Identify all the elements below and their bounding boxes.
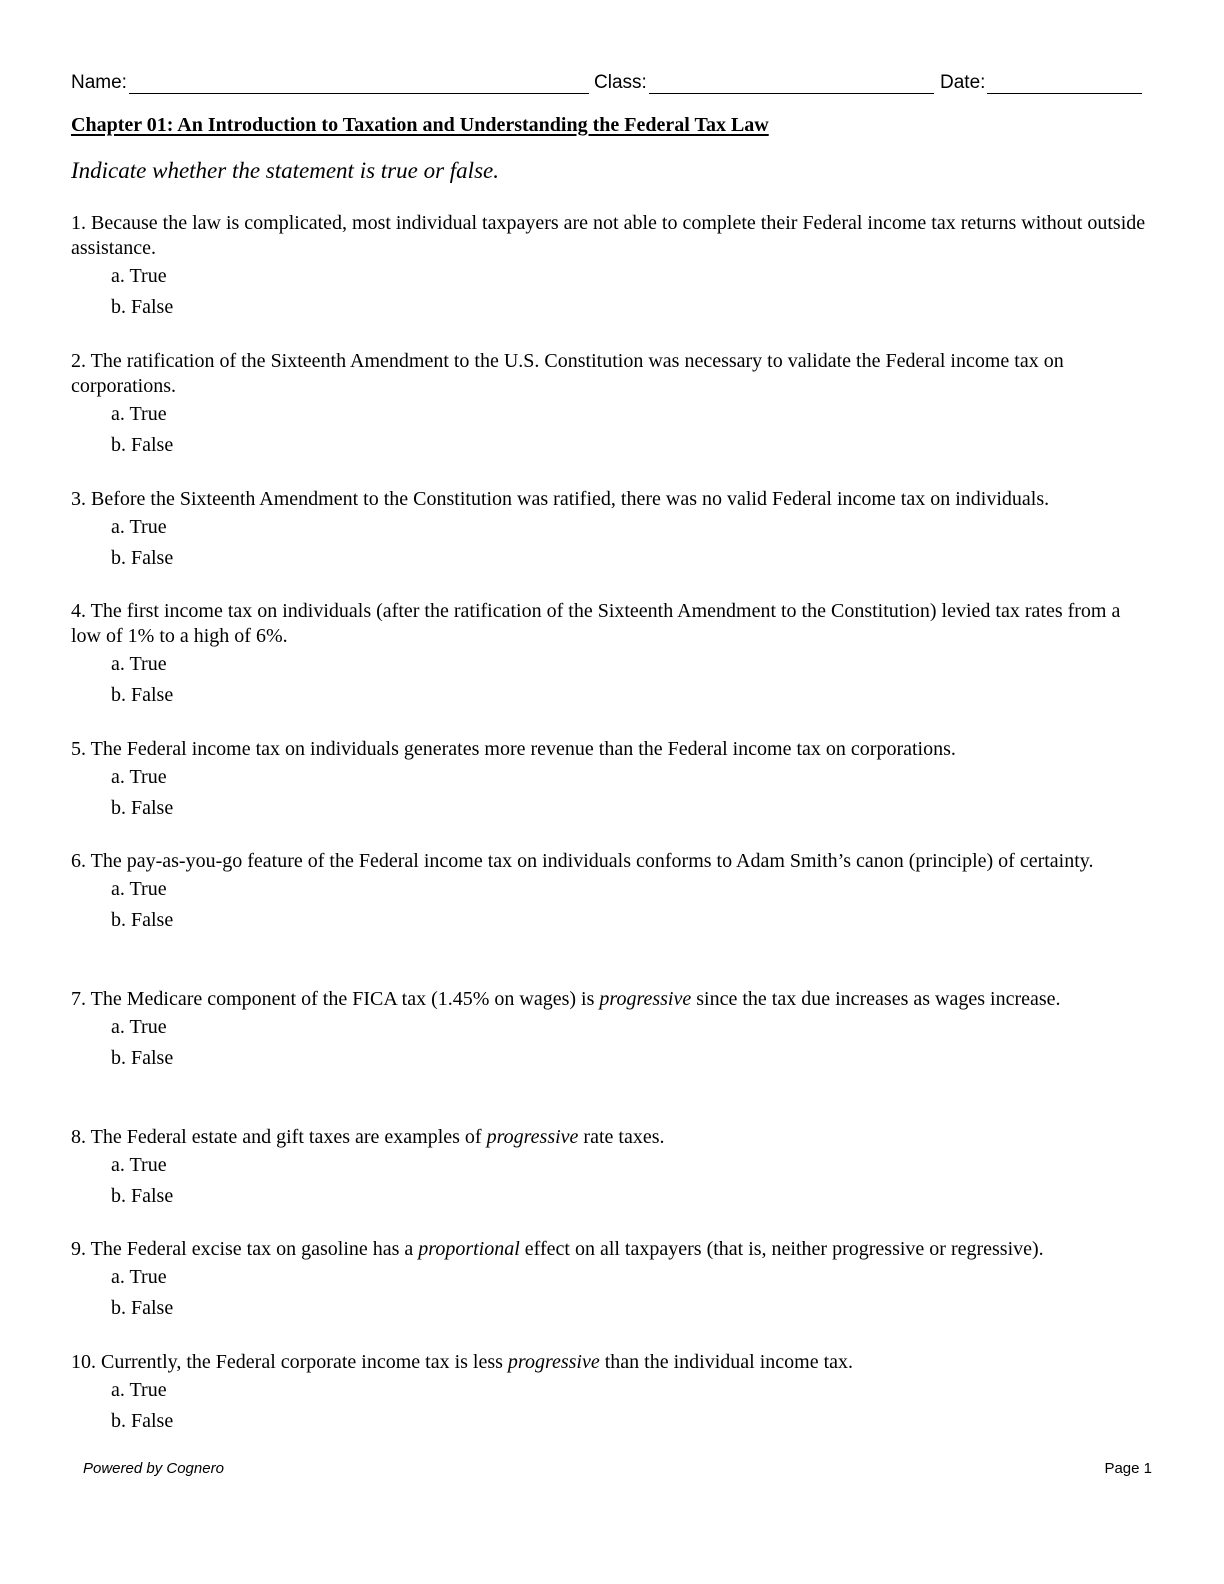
question-1 <box>71 211 1146 323</box>
question-text-part: effect on all taxpayers (that is, neither progressive or regressive). <box>519 1238 1044 1260</box>
question-text <box>71 849 1146 874</box>
option-false[interactable]: b. False <box>111 547 174 569</box>
question-text-part: The Federal excise tax on gasoline has a <box>90 1238 419 1260</box>
option-true[interactable]: a. True <box>111 1016 167 1038</box>
question-text <box>71 349 1146 399</box>
question-3 <box>71 487 1146 574</box>
question-10 <box>71 1350 1146 1437</box>
date-label: Date: <box>940 72 986 93</box>
option-true[interactable]: a. True <box>111 653 167 675</box>
question-number: 5. <box>71 738 86 760</box>
question-2 <box>71 349 1146 461</box>
question-number: 10. <box>71 1351 96 1373</box>
name-label: Name: <box>71 72 127 93</box>
option-false[interactable]: b. False <box>111 1047 174 1069</box>
option-true[interactable]: a. True <box>111 1266 167 1288</box>
emphasized-term: progressive <box>599 988 692 1010</box>
option-true[interactable]: a. True <box>111 766 167 788</box>
date-blank-line <box>987 93 1142 94</box>
option-false[interactable]: b. False <box>111 1297 174 1319</box>
question-number: 3. <box>71 488 86 510</box>
question-number: 4. <box>71 600 86 622</box>
option-false[interactable]: b. False <box>111 684 174 706</box>
question-4 <box>71 599 1146 711</box>
question-number: 6. <box>71 850 86 872</box>
chapter-title: Chapter 01: An Introduction to Taxation and Understanding the Federal Tax Law <box>71 114 769 136</box>
name-blank-line <box>129 93 589 94</box>
question-text-part: since the tax due increases as wages increase. <box>691 988 1061 1010</box>
class-label: Class: <box>594 72 647 93</box>
question-text-part: The Federal income tax on individuals generates more revenue than the Federal income tax on corporations. <box>90 738 956 760</box>
option-true[interactable]: a. True <box>111 516 167 538</box>
option-false[interactable]: b. False <box>111 296 174 318</box>
option-false[interactable]: b. False <box>111 797 174 819</box>
question-6 <box>71 849 1146 936</box>
option-false[interactable]: b. False <box>111 1185 174 1207</box>
question-text-part: The Federal estate and gift taxes are examples of <box>90 1126 487 1148</box>
question-number: 1. <box>71 212 86 234</box>
question-text <box>71 599 1146 649</box>
question-number: 8. <box>71 1126 86 1148</box>
emphasized-term: progressive <box>507 1351 600 1373</box>
question-text-part: The Medicare component of the FICA tax (1.45% on wages) is <box>90 988 600 1010</box>
question-text-part: than the individual income tax. <box>599 1351 854 1373</box>
option-false[interactable]: b. False <box>111 1410 174 1432</box>
option-true[interactable]: a. True <box>111 1154 167 1176</box>
question-text <box>71 1350 1146 1375</box>
question-8 <box>71 1125 1146 1212</box>
option-true[interactable]: a. True <box>111 878 167 900</box>
emphasized-term: progressive <box>486 1126 579 1148</box>
powered-by-footer: Powered by Cognero <box>83 1460 224 1477</box>
option-false[interactable]: b. False <box>111 909 174 931</box>
question-text <box>71 1237 1146 1262</box>
question-text-part: The first income tax on individuals (after the ratification of the Sixteenth Amendment to the Constitution) levied tax rates from a low of 1% to a high of 6%. <box>71 600 1121 647</box>
question-text-part: The ratification of the Sixteenth Amendment to the U.S. Constitution was necessary to validate the Federal income tax on corporations. <box>71 350 1064 397</box>
page-number: Page 1 <box>1104 1460 1152 1477</box>
emphasized-term: proportional <box>418 1238 520 1260</box>
question-9 <box>71 1237 1146 1324</box>
question-text <box>71 211 1146 261</box>
question-text-part: Because the law is complicated, most individual taxpayers are not able to complete their Federal income tax returns without outside assistance. <box>71 212 1146 259</box>
class-blank-line <box>649 93 934 94</box>
question-text-part: The pay-as-you-go feature of the Federal income tax on individuals conforms to Adam Smith’s canon (principle) of certainty. <box>90 850 1094 872</box>
question-text <box>71 987 1146 1012</box>
question-text-part: Currently, the Federal corporate income tax is less <box>101 1351 508 1373</box>
option-true[interactable]: a. True <box>111 403 167 425</box>
instruction-text: Indicate whether the statement is true or false. <box>71 158 499 183</box>
question-7 <box>71 987 1146 1074</box>
question-number: 2. <box>71 350 86 372</box>
question-text <box>71 487 1146 512</box>
question-text-part: Before the Sixteenth Amendment to the Constitution was ratified, there was no valid Federal income tax on individuals. <box>91 488 1050 510</box>
question-5 <box>71 737 1146 824</box>
question-number: 7. <box>71 988 86 1010</box>
student-info-header <box>71 72 1142 96</box>
question-text-part: rate taxes. <box>578 1126 665 1148</box>
option-false[interactable]: b. False <box>111 434 174 456</box>
option-true[interactable]: a. True <box>111 265 167 287</box>
question-text <box>71 737 1146 762</box>
question-number: 9. <box>71 1238 86 1260</box>
option-true[interactable]: a. True <box>111 1379 167 1401</box>
question-text <box>71 1125 1146 1150</box>
